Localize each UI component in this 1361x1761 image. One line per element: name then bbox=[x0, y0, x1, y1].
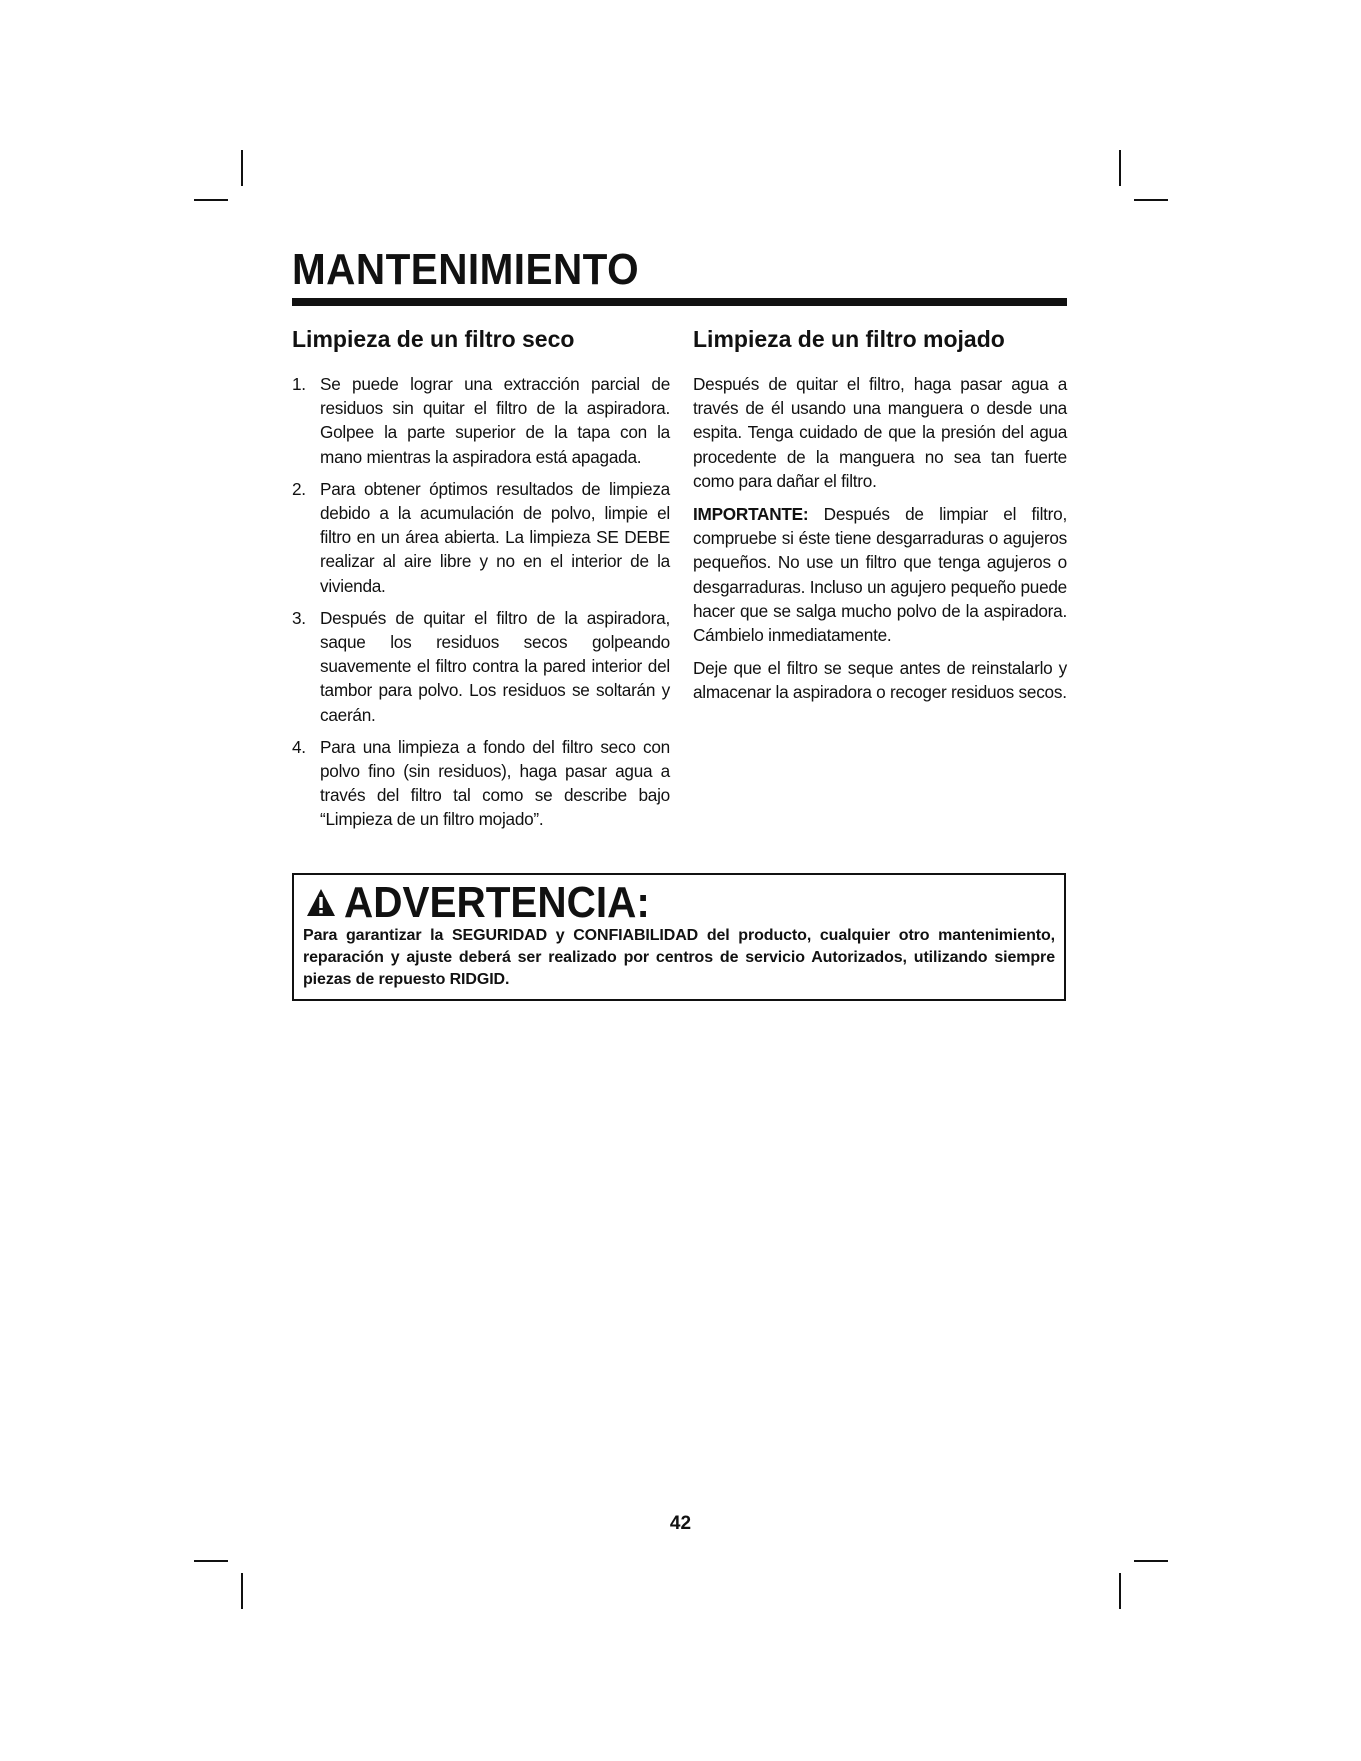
page-title: MANTENIMIENTO bbox=[292, 245, 640, 294]
step-number: 1. bbox=[292, 374, 306, 394]
step-text: Para obtener óptimos resultados de limpieza debido a la acumulación de polvo, limpie el filtro en un área abierta. La limpieza SE DEBE realizar al aire libre y no en el interior de la vivienda. bbox=[320, 478, 670, 596]
important-label: IMPORTANTE: bbox=[693, 504, 809, 525]
dry-before-reinstall-paragraph: Deje que el filtro se seque antes de reinstalarlo y almacenar la aspiradora o recoger residuos secos. bbox=[693, 658, 1067, 703]
crop-mark-top-right-vertical bbox=[1119, 150, 1121, 186]
wet-filter-heading: Limpieza de un filtro mojado bbox=[693, 326, 1005, 352]
step-number: 2. bbox=[292, 478, 306, 499]
crop-mark-top-right-horizontal bbox=[1134, 199, 1168, 201]
crop-mark-bottom-left-vertical bbox=[241, 1573, 243, 1609]
important-paragraph bbox=[693, 502, 1067, 647]
warning-header bbox=[306, 879, 676, 927]
step-text: Se puede lograr una extracción parcial de residuos sin quitar el filtro de la aspiradora. Golpee la parte superior de la tapa con la mano mientras la aspiradora está apagada. bbox=[320, 374, 670, 467]
step-item bbox=[292, 372, 670, 469]
step-text: Después de quitar el filtro de la aspiradora, saque los residuos secos golpeando suavemente el filtro contra la pared interior del tambor para polvo. Los residuos se soltarán y caerán. bbox=[320, 607, 670, 725]
warning-text: Para garantizar la SEGURIDAD y CONFIABILIDAD del producto, cualquier otro mantenimiento, reparación y ajuste deberá ser realizado por centros de servicio Autorizados, utilizando siempre piezas de repuesto RIDGID. bbox=[303, 927, 1055, 988]
title-rule bbox=[292, 298, 1067, 306]
warning-triangle-icon bbox=[306, 888, 336, 918]
crop-mark-bottom-left-horizontal bbox=[194, 1560, 228, 1562]
crop-mark-top-left-vertical bbox=[241, 150, 243, 186]
step-item bbox=[292, 606, 670, 727]
step-item bbox=[292, 735, 670, 832]
page-number: 42 bbox=[669, 1513, 692, 1534]
wet-filter-paragraph: Después de quitar el filtro, haga pasar agua a través de él usando una manguera o desde una espita. Tenga cuidado de que la presión del agua procedente de la manguera no sea tan fuerte como para dañar el filtro. bbox=[693, 374, 1067, 491]
dry-filter-section bbox=[292, 324, 670, 840]
step-text: Para una limpieza a fondo del filtro seco con polvo fino (sin residuos), haga pasar agua a través del filtro tal como se describe bajo “Limpieza de un filtro mojado”. bbox=[320, 736, 670, 830]
step-item bbox=[292, 477, 670, 598]
step-number: 3. bbox=[292, 607, 306, 628]
warning-box bbox=[292, 873, 1066, 1001]
important-text: Después de limpiar el filtro, compruebe si éste tiene desgarraduras o agujeros pequeños. No use un filtro que tenga agujeros o desgarraduras. Incluso un agujero pequeño puede hacer que se salga mucho polvo de la aspiradora. Cámbielo inmediatamente. bbox=[693, 504, 1067, 646]
wet-filter-section bbox=[693, 324, 1067, 714]
warning-title: ADVERTENCIA: bbox=[344, 878, 650, 927]
step-number: 4. bbox=[292, 736, 306, 757]
dry-filter-heading: Limpieza de un filtro seco bbox=[292, 326, 575, 352]
crop-mark-top-left-horizontal bbox=[194, 199, 228, 201]
crop-mark-bottom-right-horizontal bbox=[1134, 1560, 1168, 1562]
crop-mark-bottom-right-vertical bbox=[1119, 1573, 1121, 1609]
dry-filter-steps bbox=[292, 372, 670, 832]
